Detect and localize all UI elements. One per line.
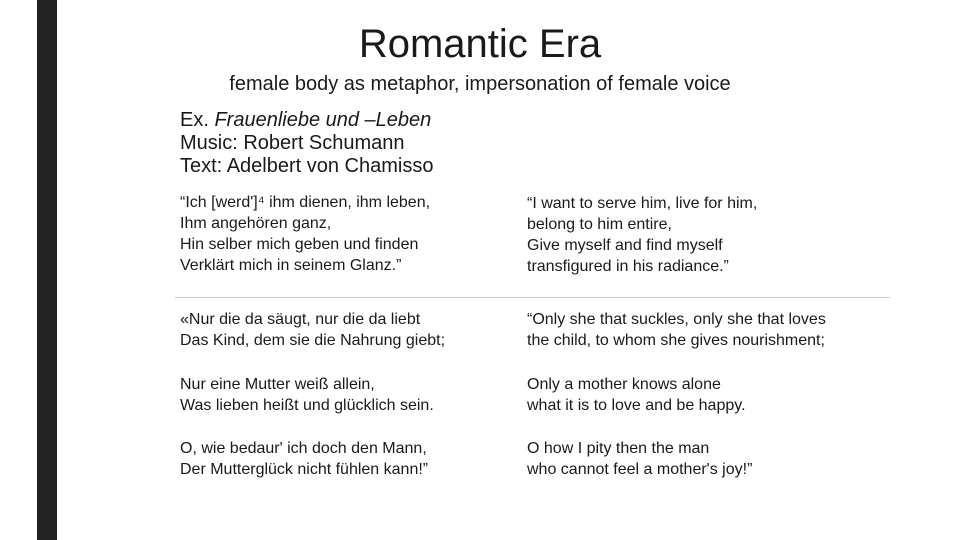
stanza-line: transfigured in his radiance.” (527, 258, 729, 275)
work-title: Frauenliebe und –Leben (214, 109, 432, 131)
intro-block (180, 109, 433, 178)
stanza-line: “Only she that suckles, only she that loves (527, 311, 826, 328)
stanza-line: the child, to whom she gives nourishment; (527, 332, 825, 349)
slide-title: Romantic Era (358, 22, 602, 66)
stanza-line: Nur eine Mutter weiß allein, (180, 376, 375, 393)
stanza-line: O, wie bedaur' ich doch den Mann, (180, 440, 427, 457)
stanza-line: O how I pity then the man (527, 440, 710, 457)
stanza-1-german (180, 192, 430, 276)
stanza-line: Hin selber mich geben und finden (180, 236, 419, 253)
stanza-line: “Ich [werd']⁴ ihm dienen, ihm leben, (180, 194, 431, 211)
stanza-line: «Nur die da säugt, nur die da liebt (180, 311, 421, 328)
stanza-line: “I want to serve him, live for him, (527, 195, 758, 212)
stanza-line: Give myself and find myself (527, 237, 723, 254)
stanza-line: who cannot feel a mother's joy!” (527, 461, 753, 478)
stanza-2-english (527, 309, 826, 351)
stanza-line: what it is to love and be happy. (527, 397, 746, 414)
stanza-4-german (180, 438, 428, 480)
text-credit: Text: Adelbert von Chamisso (180, 155, 434, 177)
stanza-1-english (527, 193, 757, 277)
example-line (180, 109, 433, 132)
stanza-line: Der Mutterglück nicht fühlen kann!” (180, 461, 429, 478)
stanza-3-english (527, 374, 746, 416)
stanza-line: Verklärt mich in seinem Glanz.” (180, 257, 402, 274)
stanza-line: Was lieben heißt und glücklich sein. (180, 397, 434, 414)
stanza-line: Only a mother knows alone (527, 376, 721, 393)
stanza-3-german (180, 374, 434, 416)
stanza-line: Ihm angehören ganz, (180, 215, 332, 232)
stanza-line: belong to him entire, (527, 216, 672, 233)
music-credit: Music: Robert Schumann (180, 132, 405, 154)
slide-subtitle: female body as metaphor, impersonation of female voice (229, 73, 731, 95)
stanza-4-english (527, 438, 752, 480)
stanza-2-german (180, 309, 445, 351)
divider-line (175, 297, 890, 298)
stanza-line: Das Kind, dem sie die Nahrung giebt; (180, 332, 446, 349)
example-prefix: Ex. (180, 109, 215, 131)
